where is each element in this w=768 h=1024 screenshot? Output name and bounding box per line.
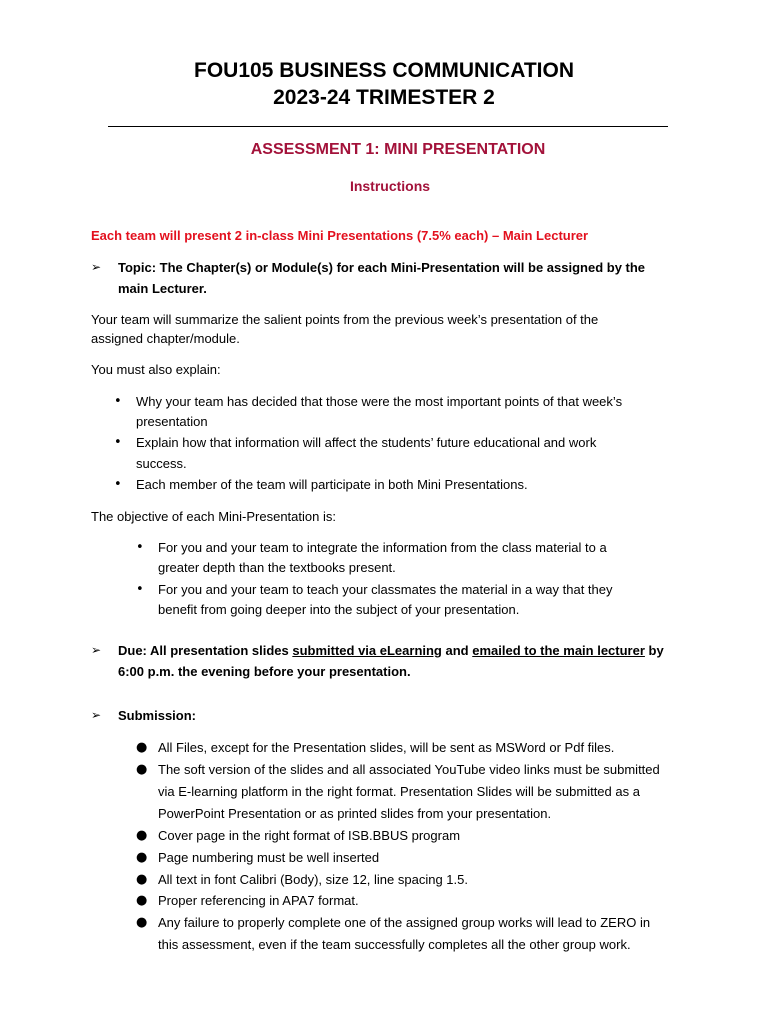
bullet-icon: ●: [136, 850, 148, 865]
submission-item-2-line-3: PowerPoint Presentation or as printed slides from your presentation.: [158, 806, 552, 821]
instructions-heading: Instructions: [349, 178, 431, 194]
objective-item-2-line-1: For you and your team to teach your classmates the material in a way that they: [158, 582, 613, 597]
submission-item-1-line-1: All Files, except for the Presentation slides, will be sent as MSWord or Pdf files.: [158, 740, 615, 755]
due-elearning-text: submitted via eLearning: [292, 643, 442, 658]
submission-item-4-line-1: Page numbering must be well inserted: [158, 850, 380, 865]
bullet-icon: •: [114, 394, 122, 409]
intro-red-text: Each team will present 2 in-class Mini Presentations (7.5% each) – Main Lecturer: [91, 228, 589, 243]
bullet-icon: •: [136, 582, 144, 597]
submission-item-7-line-2: this assessment, even if the team successfully completes all the other group work.: [158, 937, 631, 952]
explain-item-3-line-1: Each member of the team will participate in both Mini Presentations.: [136, 477, 528, 492]
summary-line-1: Your team will summarize the salient points from the previous week’s presentation of the: [91, 312, 599, 327]
topic-line-2: main Lecturer.: [118, 281, 207, 296]
due-line-2: 6:00 p.m. the evening before your presentation.: [118, 664, 411, 679]
bullet-icon: ●: [136, 872, 148, 887]
submission-label: Submission:: [118, 708, 197, 723]
bullet-icon: •: [114, 477, 122, 492]
term-title: 2023-24 TRIMESTER 2: [273, 86, 495, 109]
arrow-bullet-icon: ➢: [91, 643, 102, 657]
objective-item-1-line-2: greater depth than the textbooks present.: [158, 560, 396, 575]
course-title: FOU105 BUSINESS COMMUNICATION: [194, 59, 574, 82]
due-line-1: [118, 641, 664, 660]
bullet-icon: ●: [136, 893, 148, 908]
due-and: and: [441, 643, 473, 658]
objective-item-1-line-1: For you and your team to integrate the information from the class material to a: [158, 540, 607, 555]
submission-item-3-line-1: Cover page in the right format of ISB.BBUS program: [158, 828, 461, 843]
objective-intro: The objective of each Mini-Presentation is:: [91, 509, 336, 524]
objective-item-2-line-2: benefit from going deeper into the subject of your presentation.: [158, 602, 520, 617]
summary-line-2: assigned chapter/module.: [91, 331, 240, 346]
explain-item-1-line-1: Why your team has decided that those were the most important points of that week’s: [136, 394, 623, 409]
bullet-icon: ●: [136, 828, 148, 843]
due-prefix: Due: All presentation slides: [118, 643, 293, 658]
explain-intro: You must also explain:: [91, 362, 221, 377]
submission-item-5-line-1: All text in font Calibri (Body), size 12, line spacing 1.5.: [158, 872, 468, 887]
due-email-text: emailed to the main lecturer: [472, 643, 645, 658]
arrow-bullet-icon: ➢: [91, 708, 102, 722]
due-suffix: by: [644, 643, 664, 658]
explain-item-2-line-2: success.: [136, 456, 187, 471]
explain-item-2-line-1: Explain how that information will affect the students’ future educational and work: [136, 435, 597, 450]
bullet-icon: ●: [136, 762, 148, 777]
submission-item-6-line-1: Proper referencing in APA7 format.: [158, 893, 359, 908]
explain-item-1-line-2: presentation: [136, 414, 208, 429]
bullet-icon: ●: [136, 915, 148, 930]
submission-item-2-line-2: via E-learning platform in the right format. Presentation Slides will be submitted as a: [158, 784, 640, 799]
header-divider: [108, 126, 668, 127]
topic-line-1: Topic: The Chapter(s) or Module(s) for each Mini-Presentation will be assigned by the: [118, 260, 646, 275]
assessment-title: ASSESSMENT 1: MINI PRESENTATION: [250, 141, 546, 158]
arrow-bullet-icon: ➢: [91, 260, 102, 274]
bullet-icon: •: [136, 540, 144, 555]
bullet-icon: ●: [136, 740, 148, 755]
bullet-icon: •: [114, 435, 122, 450]
submission-item-7-line-1: Any failure to properly complete one of the assigned group works will lead to ZERO in: [158, 915, 651, 930]
submission-item-2-line-1: The soft version of the slides and all associated YouTube video links must be submitted: [158, 762, 660, 777]
